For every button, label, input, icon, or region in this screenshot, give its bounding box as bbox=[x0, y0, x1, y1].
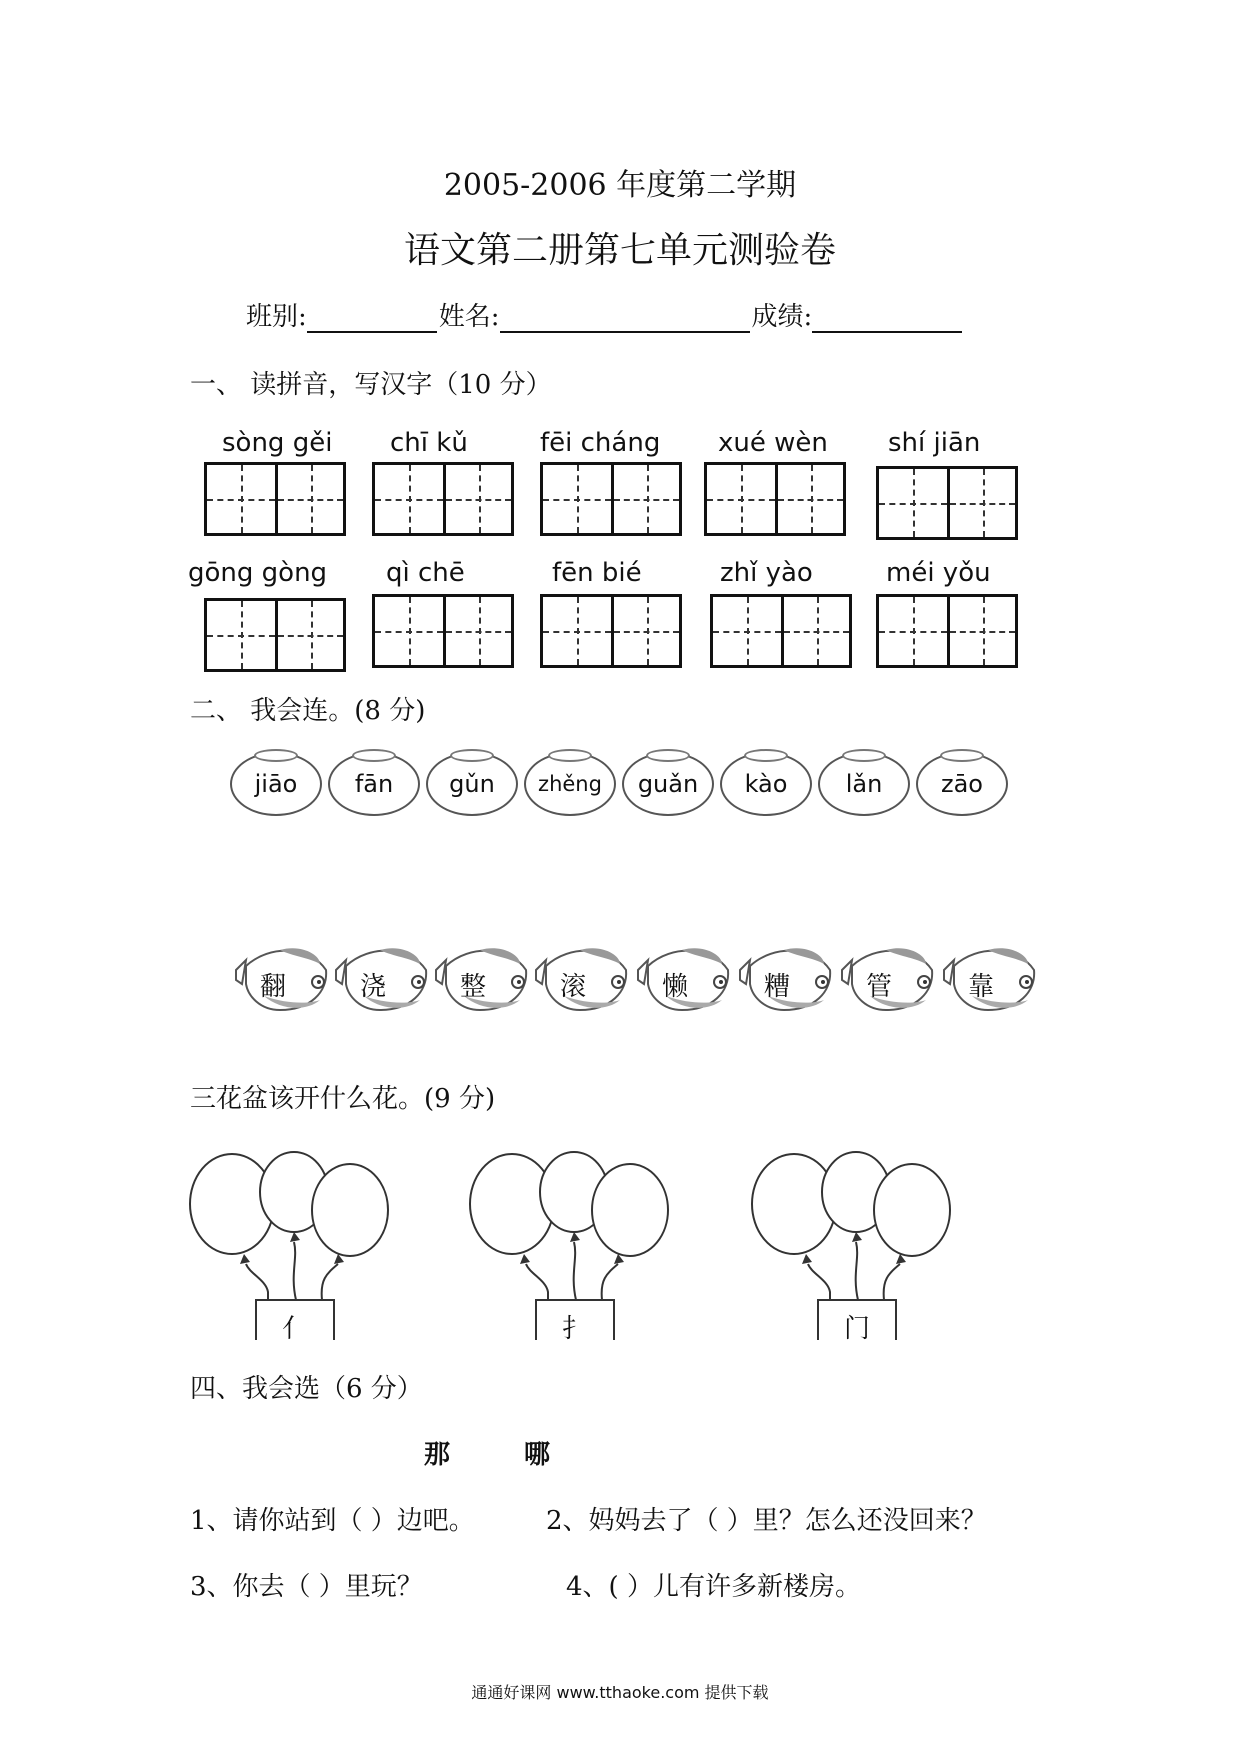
section4-heading: 四、我会选（6 分） bbox=[190, 1374, 423, 1404]
writing-grid[interactable] bbox=[876, 594, 1018, 668]
flower-pot-group[interactable] bbox=[186, 1150, 416, 1344]
fish-char: 管 bbox=[866, 972, 893, 1002]
section3-heading: 三花盆该开什么花。(9 分) bbox=[190, 1084, 496, 1114]
pinyin-bowl[interactable]: zhěng bbox=[524, 752, 616, 816]
writing-grid[interactable] bbox=[540, 594, 682, 668]
student-info bbox=[246, 296, 964, 333]
fish-char: 糟 bbox=[764, 972, 791, 1002]
pinyin-2-5: méi yǒu bbox=[886, 558, 991, 588]
pinyin-bowl[interactable]: kào bbox=[720, 752, 812, 816]
section1-heading: 一、 读拼音，写汉字（10 分） bbox=[190, 370, 552, 400]
pinyin-bowl[interactable]: fān bbox=[328, 752, 420, 816]
pinyin-1-3: fēi cháng bbox=[540, 428, 661, 458]
pinyin-bowl[interactable]: jiāo bbox=[230, 752, 322, 816]
flower-pot-group[interactable] bbox=[748, 1150, 978, 1344]
name-label: 姓名: bbox=[438, 302, 500, 332]
term-title: 2005-2006 年度第二学期 bbox=[443, 168, 797, 203]
score-field[interactable] bbox=[812, 301, 962, 333]
fish-char: 整 bbox=[460, 972, 487, 1002]
writing-grid[interactable] bbox=[204, 598, 346, 672]
pot-radical: 扌 bbox=[562, 1314, 589, 1344]
choice-nei: 哪 bbox=[524, 1440, 551, 1470]
fish-card[interactable] bbox=[430, 940, 530, 1016]
pinyin-1-5: shí jiān bbox=[888, 428, 981, 458]
class-label: 班别: bbox=[246, 302, 307, 332]
footer-credit: 通通好课网 www.tthaoke.com 提供下载 bbox=[471, 1683, 769, 1702]
exam-title: 语文第二册第七单元测验卷 bbox=[403, 230, 836, 271]
flower-pot-group[interactable] bbox=[466, 1150, 696, 1344]
question-2: 2、妈妈去了（ ）里？怎么还没回来？ bbox=[546, 1506, 987, 1536]
fish-char: 翻 bbox=[260, 972, 287, 1002]
writing-grid[interactable] bbox=[704, 462, 846, 536]
pinyin-bowl[interactable]: guǎn bbox=[622, 752, 714, 816]
pinyin-bowl[interactable]: zāo bbox=[916, 752, 1008, 816]
pinyin-2-2: qì chē bbox=[386, 558, 465, 588]
fish-card[interactable] bbox=[230, 940, 330, 1016]
pot-radical: 门 bbox=[844, 1314, 871, 1344]
writing-grid[interactable] bbox=[204, 462, 346, 536]
writing-grid[interactable] bbox=[540, 462, 682, 536]
fish-card[interactable] bbox=[734, 940, 834, 1016]
pot-radical: 亻 bbox=[282, 1314, 309, 1344]
fish-char: 靠 bbox=[968, 972, 995, 1002]
choice-na: 那 bbox=[424, 1440, 451, 1470]
pinyin-1-1: sòng gěi bbox=[222, 428, 333, 458]
pinyin-2-4: zhǐ yào bbox=[720, 558, 813, 588]
pinyin-bowl[interactable]: gǔn bbox=[426, 752, 518, 816]
fish-card[interactable] bbox=[632, 940, 732, 1016]
score-label: 成绩: bbox=[751, 302, 813, 332]
question-1: 1、请你站到（ ）边吧。 bbox=[190, 1506, 475, 1536]
fish-char: 滚 bbox=[560, 972, 587, 1002]
fish-card[interactable] bbox=[836, 940, 936, 1016]
writing-grid[interactable] bbox=[372, 594, 514, 668]
fish-card[interactable] bbox=[530, 940, 630, 1016]
writing-grid[interactable] bbox=[876, 466, 1018, 540]
writing-grid[interactable] bbox=[710, 594, 852, 668]
fish-card[interactable] bbox=[330, 940, 430, 1016]
fish-char: 懒 bbox=[662, 972, 689, 1002]
section2-heading: 二、 我会连。(8 分) bbox=[190, 696, 426, 726]
pinyin-bowl[interactable]: lǎn bbox=[818, 752, 910, 816]
class-field[interactable] bbox=[307, 301, 437, 333]
question-3: 3、你去（ ）里玩？ bbox=[190, 1572, 423, 1602]
pinyin-1-2: chī kǔ bbox=[390, 428, 468, 458]
writing-grid[interactable] bbox=[372, 462, 514, 536]
pinyin-2-3: fēn bié bbox=[552, 558, 642, 588]
name-field[interactable] bbox=[500, 301, 750, 333]
pinyin-2-1: gōng gòng bbox=[188, 558, 328, 588]
question-4: 4、( ）儿有许多新楼房。 bbox=[566, 1572, 861, 1602]
pinyin-1-4: xué wèn bbox=[718, 428, 828, 458]
fish-char: 浇 bbox=[360, 972, 387, 1002]
fish-card[interactable] bbox=[938, 940, 1038, 1016]
